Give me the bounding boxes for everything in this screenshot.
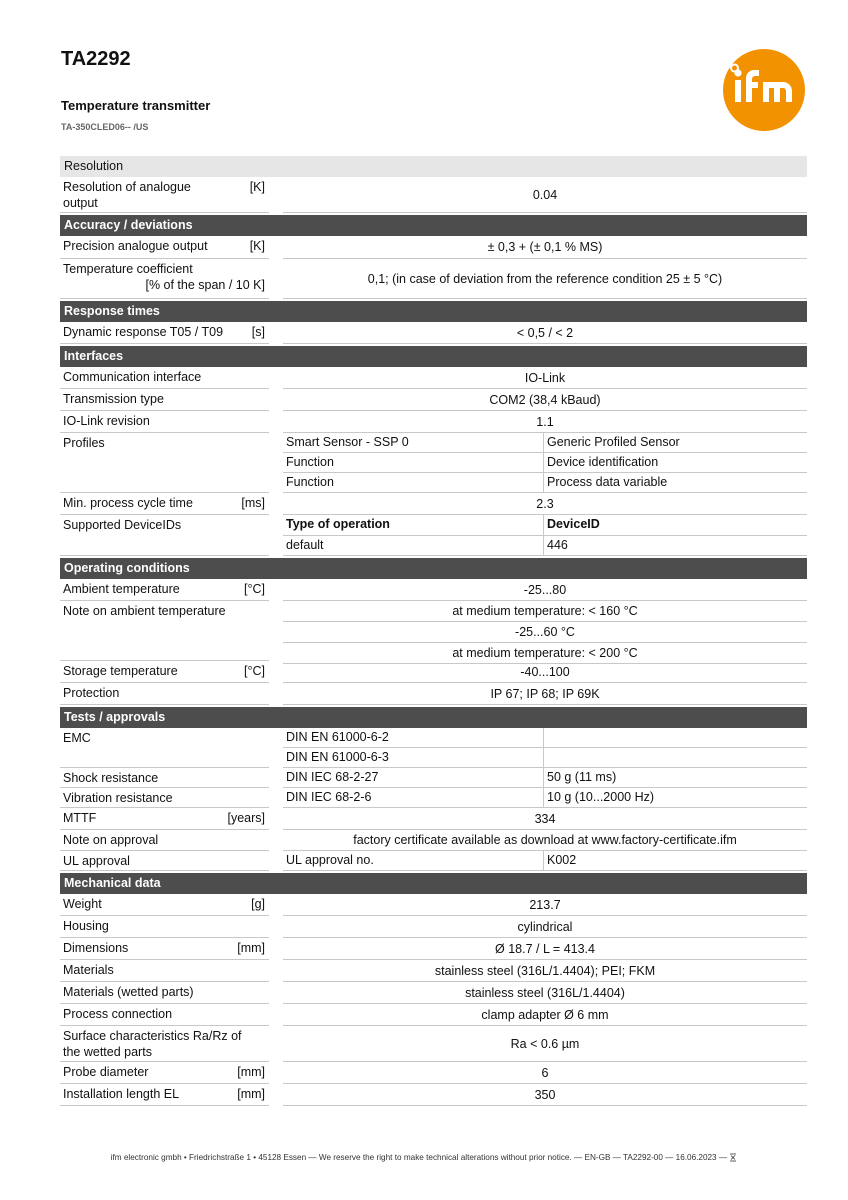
row-precision [60, 236, 807, 259]
row-temperature-coefficient [60, 259, 807, 299]
value: Ra < 0.6 µm [283, 1026, 807, 1062]
label: UL approval [63, 854, 130, 868]
value: 334 [283, 808, 807, 830]
page-title: TA2292 [61, 48, 131, 70]
row-storage-temperature [60, 661, 807, 683]
section-operating: Operating conditions [60, 558, 807, 579]
cell: default [283, 536, 544, 556]
datasheet-table [60, 156, 807, 1106]
label: Materials [63, 963, 114, 977]
row-surface-characteristics [60, 1026, 807, 1062]
label: Precision analogue output [63, 239, 208, 253]
section-response: Response times [60, 301, 807, 322]
value: COM2 (38,4 kBaud) [283, 389, 807, 411]
row-materials [60, 960, 807, 982]
row-dynamic-response [60, 322, 807, 344]
cell: 50 g (11 ms) [547, 770, 617, 784]
label: Supported DeviceIDs [63, 518, 182, 532]
unit: [°C] [244, 582, 265, 596]
unit: [K] [249, 239, 265, 253]
unit: [mm] [237, 1087, 265, 1101]
label: Materials (wetted parts) [63, 985, 194, 999]
row-io-link-revision [60, 411, 807, 433]
value: -25...80 [283, 579, 807, 601]
unit: [% of the span / 10 K] [145, 278, 265, 292]
profile-row [283, 433, 807, 453]
unit: [s] [251, 325, 265, 339]
value: factory certificate available as download at www.factory-certificate.ifm [283, 830, 807, 851]
label: EMC [63, 731, 91, 745]
label: MTTF [63, 811, 97, 825]
row-materials-wetted [60, 982, 807, 1004]
label: Communication interface [63, 370, 202, 384]
cell: Smart Sensor - SSP 0 [283, 433, 544, 452]
cell: Function [283, 453, 544, 472]
cell: Generic Profiled Sensor [547, 435, 680, 449]
value: 1.1 [283, 411, 807, 433]
row-shock-resistance [60, 768, 807, 788]
page-footer [0, 1153, 848, 1162]
section-resolution: Resolution [60, 156, 807, 177]
row-housing [60, 916, 807, 938]
value: ± 0,3 + (± 0,1 % MS) [283, 236, 807, 259]
row-installation-length [60, 1084, 807, 1106]
cell: K002 [547, 853, 577, 867]
label: Temperature coefficient [63, 262, 193, 276]
footer-text: ifm electronic gmbh • Friedrichstraße 1 • 45128 Essen — We reserve the right to make technical alterations without prior notice. — EN-GB — TA2292-00 — 16.06.2023 — [110, 1153, 728, 1162]
row-ambient-temperature [60, 579, 807, 601]
row-probe-diameter [60, 1062, 807, 1084]
label: Note on approval [63, 833, 159, 847]
label: Note on ambient temperature [63, 604, 226, 618]
cell: Function [283, 473, 544, 492]
value: < 0,5 / < 2 [283, 322, 807, 344]
unit: [g] [251, 897, 265, 911]
label: Profiles [63, 436, 105, 450]
label: Transmission type [63, 392, 164, 406]
unit: [ms] [241, 496, 265, 510]
value: 350 [283, 1084, 807, 1106]
cell: UL approval no. [283, 851, 544, 870]
row-weight [60, 894, 807, 916]
value: at medium temperature: < 200 °C [283, 643, 807, 664]
label: Ambient temperature [63, 582, 180, 596]
page-mark-icon [729, 1153, 737, 1162]
label: Protection [63, 686, 120, 700]
unit: [mm] [237, 941, 265, 955]
profile-row [283, 453, 807, 473]
row-transmission-type [60, 389, 807, 411]
emc-row [283, 728, 807, 748]
value: 6 [283, 1062, 807, 1084]
row-device-ids [60, 515, 807, 556]
cell: DIN IEC 68-2-6 [283, 788, 544, 807]
device-id-row [283, 536, 807, 557]
row-profiles [60, 433, 807, 493]
value: IO-Link [283, 367, 807, 389]
cell: Device identification [547, 455, 659, 469]
profile-row [283, 473, 807, 493]
cell [544, 728, 807, 747]
unit: [mm] [237, 1065, 265, 1079]
value: at medium temperature: < 160 °C [283, 601, 807, 622]
cell: DIN IEC 68-2-27 [283, 768, 544, 787]
ifm-logo [722, 48, 806, 132]
value: 0,1; (in case of deviation from the reference condition 25 ± 5 °C) [283, 259, 807, 299]
label: Probe diameter [63, 1065, 149, 1079]
label: Vibration resistance [63, 791, 173, 805]
row-vibration-resistance [60, 788, 807, 808]
label: Shock resistance [63, 771, 159, 785]
value: clamp adapter Ø 6 mm [283, 1004, 807, 1026]
shock-row [283, 768, 807, 788]
cell [544, 748, 807, 767]
vibration-row [283, 788, 807, 808]
value: 0.04 [283, 177, 807, 213]
label: Dimensions [63, 941, 129, 955]
value: cylindrical [283, 916, 807, 938]
unit: [°C] [244, 664, 265, 678]
cell: Type of operation [283, 515, 544, 535]
label: Surface characteristics Ra/Rz of the wetted parts [63, 1029, 242, 1059]
value: -40...100 [283, 661, 807, 683]
section-tests: Tests / approvals [60, 707, 807, 728]
section-interfaces: Interfaces [60, 346, 807, 367]
label: Storage temperature [63, 664, 178, 678]
value: 213.7 [283, 894, 807, 916]
row-min-cycle-time [60, 493, 807, 515]
label: Dynamic response T05 / T09 [63, 325, 224, 339]
cell: Process data variable [547, 475, 668, 489]
label: Resolution of analogue output [63, 180, 191, 210]
label: Installation length EL [63, 1087, 180, 1101]
label: Process connection [63, 1007, 173, 1021]
row-resolution-analogue [60, 177, 807, 213]
unit: [years] [227, 811, 265, 825]
product-subtitle: Temperature transmitter [61, 98, 211, 113]
section-mechanical: Mechanical data [60, 873, 807, 894]
row-ul-approval [60, 851, 807, 871]
value: 2.3 [283, 493, 807, 515]
cell: DIN EN 61000-6-2 [283, 728, 544, 747]
value: Ø 18.7 / L = 413.4 [283, 938, 807, 960]
unit: [K] [249, 180, 265, 194]
section-accuracy: Accuracy / deviations [60, 215, 807, 236]
cell: DIN EN 61000-6-3 [283, 748, 544, 767]
row-dimensions [60, 938, 807, 960]
cell: 10 g (10...2000 Hz) [547, 790, 655, 804]
label: IO-Link revision [63, 414, 150, 428]
value: stainless steel (316L/1.4404); PEI; FKM [283, 960, 807, 982]
value: IP 67; IP 68; IP 69K [283, 683, 807, 705]
cell: 446 [547, 537, 568, 552]
label: Housing [63, 919, 109, 933]
ul-row [283, 851, 807, 871]
label: Weight [63, 897, 102, 911]
row-protection [60, 683, 807, 705]
emc-row [283, 748, 807, 768]
value: -25...60 °C [283, 622, 807, 643]
value: stainless steel (316L/1.4404) [283, 982, 807, 1004]
row-process-connection [60, 1004, 807, 1026]
row-note-approval [60, 830, 807, 851]
product-code: TA-350CLED06-- /US [61, 122, 149, 132]
device-id-header [283, 515, 807, 536]
row-mttf [60, 808, 807, 830]
row-emc [60, 728, 807, 768]
row-communication-interface [60, 367, 807, 389]
row-ambient-note [60, 601, 807, 661]
cell: DeviceID [547, 517, 600, 531]
label: Min. process cycle time [63, 496, 193, 510]
